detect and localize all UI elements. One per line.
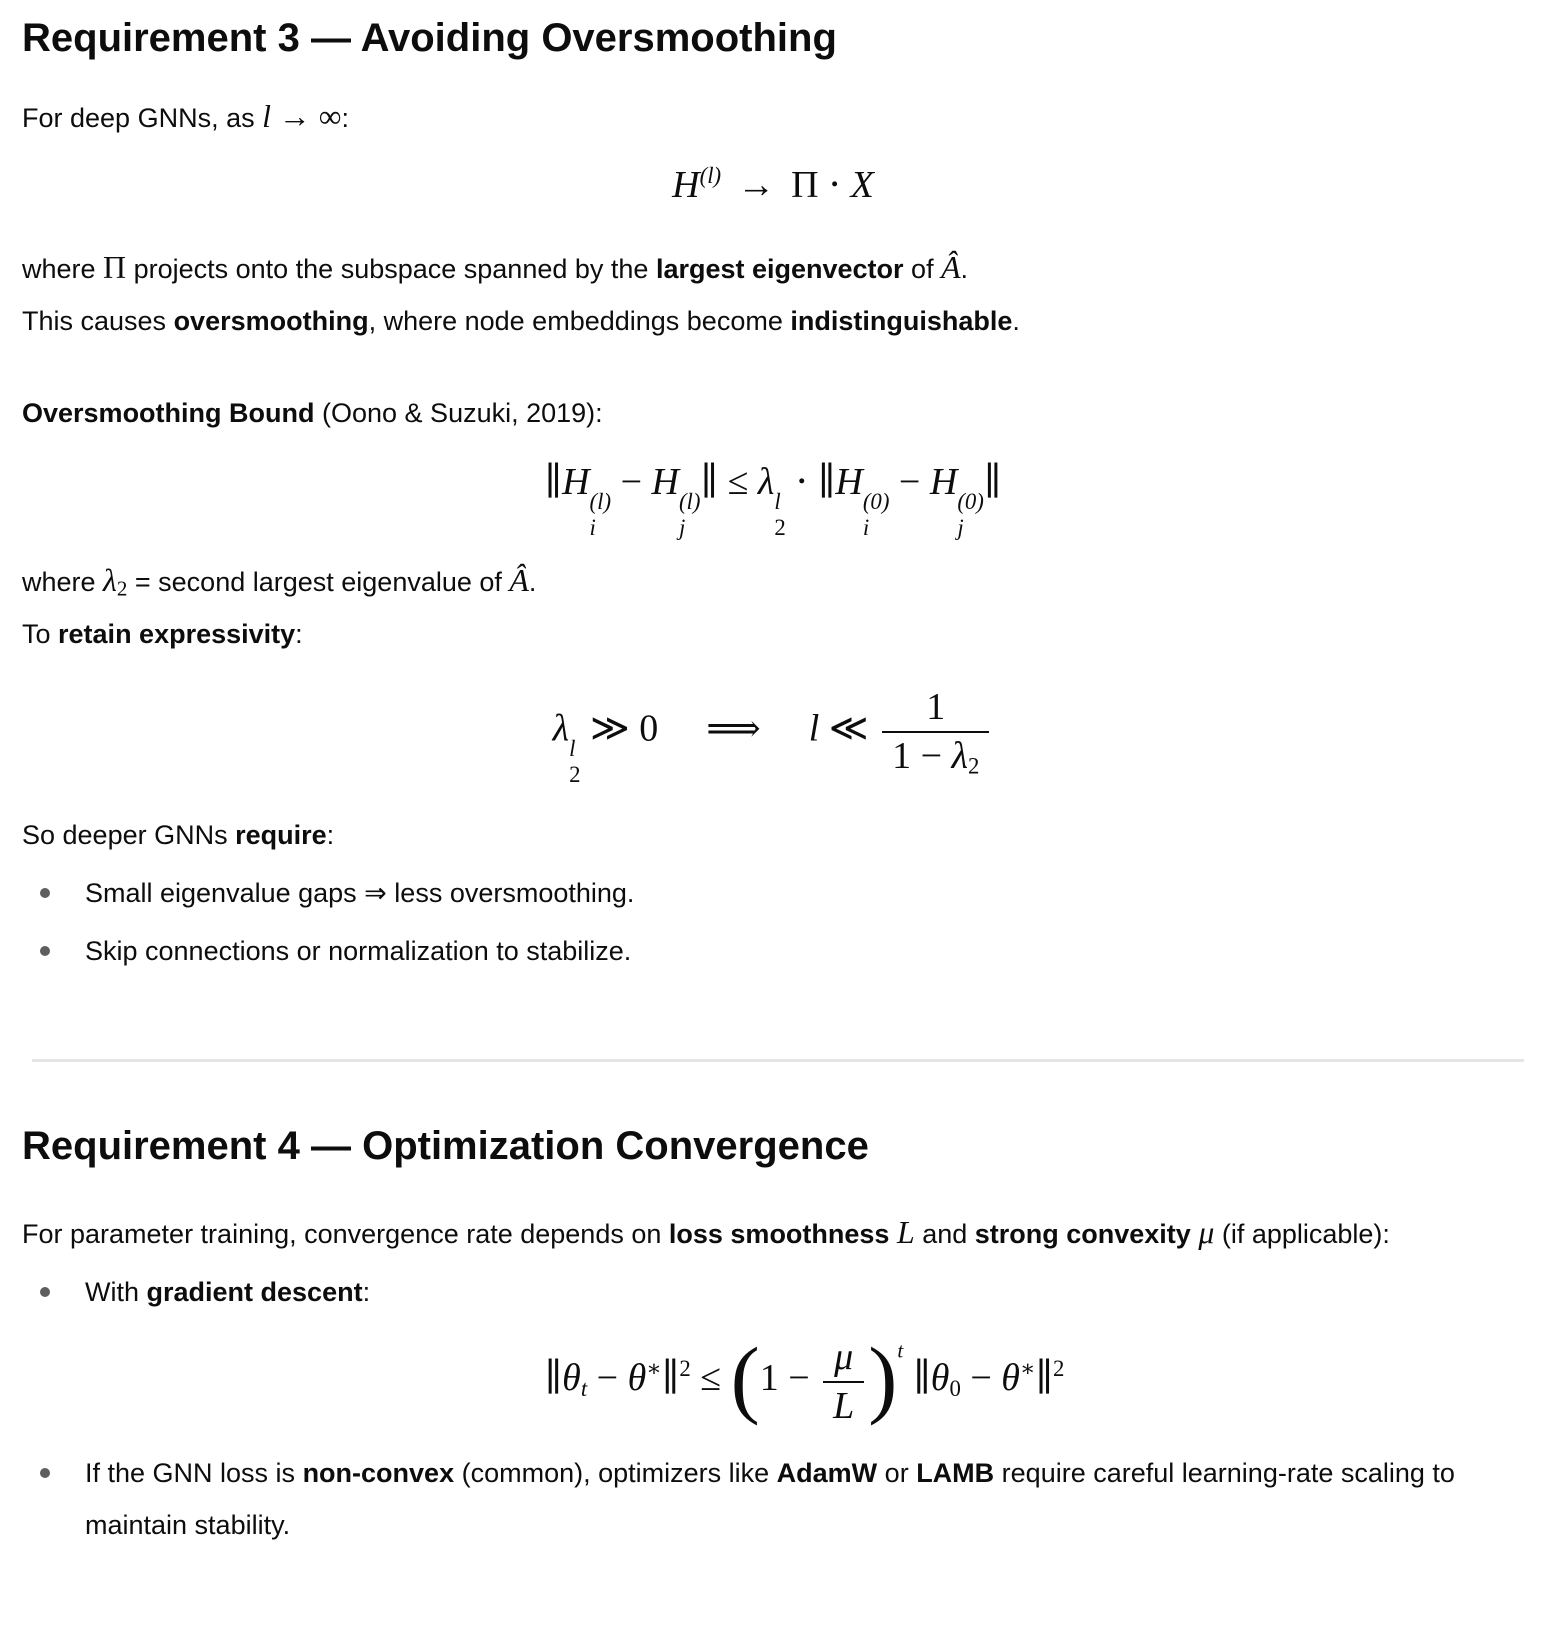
text-segment: . <box>528 567 537 598</box>
text-segment: To <box>22 619 59 650</box>
bold-segment: non-convex <box>302 1457 455 1488</box>
norm-bar: ∥ <box>913 1357 931 1400</box>
bold-segment: largest eigenvector <box>655 254 904 285</box>
bold-segment: strong convexity <box>974 1219 1191 1250</box>
math-A-hat: Â <box>941 250 961 286</box>
left-paren: ( <box>730 1328 760 1426</box>
rightarrow-symbol: → <box>270 99 319 134</box>
text-segment: : <box>362 1277 371 1308</box>
implies-arrow: ⟹ <box>706 708 761 751</box>
math-var-l: l <box>808 708 820 751</box>
fraction-denominator <box>882 731 989 780</box>
list-item <box>22 925 1524 977</box>
bold-segment: indistinguishable <box>790 306 1013 337</box>
bold-segment: Oversmoothing Bound <box>22 398 315 429</box>
text-segment: require careful learning-rate scaling to maintain stability. <box>85 1457 1455 1540</box>
math-var-H: H <box>929 461 958 504</box>
math-A-hat: Â <box>509 563 529 599</box>
formula-gd-convergence <box>85 1328 1524 1429</box>
subscript-2: 2 <box>569 761 581 787</box>
list-item <box>22 867 1524 919</box>
paragraph-bound-label <box>22 387 1524 439</box>
paragraph-require <box>22 809 1524 861</box>
text-segment: Small eigenvalue gaps ⇒ less oversmoothing. <box>85 878 635 909</box>
bold-segment: loss smoothness <box>668 1219 890 1250</box>
math-theta: θ <box>1001 1357 1020 1400</box>
text-segment: For deep GNNs, as <box>22 103 263 133</box>
norm-bar: ∥ <box>983 461 1002 504</box>
paragraph-gradient-descent <box>85 1266 1524 1318</box>
formula-expressivity-condition <box>22 684 1524 787</box>
bold-segment: AdamW <box>776 1457 878 1488</box>
bold-segment: LAMB <box>916 1457 995 1488</box>
leq-symbol: ≤ <box>718 461 758 504</box>
fraction-numerator: μ <box>834 1336 854 1379</box>
text-segment: : <box>295 619 303 650</box>
text-segment: where <box>22 254 104 285</box>
superscript-l: l <box>569 736 576 762</box>
text-segment: (common), optimizers like <box>454 1457 777 1488</box>
text-segment: and <box>914 1219 975 1250</box>
formula-oversmoothing-bound <box>22 457 1524 540</box>
math-lambda: λ <box>951 734 968 777</box>
norm-bar: ∥ <box>544 461 563 504</box>
math-theta: θ <box>627 1357 647 1400</box>
list-item <box>22 1266 1524 1429</box>
text-segment: where <box>22 567 104 598</box>
rightarrow-symbol: → <box>737 164 776 206</box>
norm-bar: ∥ <box>544 1357 563 1400</box>
bold-segment: oversmoothing <box>173 306 369 337</box>
text-segment: or <box>877 1457 917 1488</box>
text-segment: : <box>326 820 335 851</box>
paragraph-where-pi <box>22 243 1524 295</box>
text-segment: With <box>85 1277 147 1308</box>
superscript-l: l <box>774 489 781 515</box>
subscript-2: 2 <box>967 753 980 779</box>
subsup-stack <box>569 736 580 787</box>
text-segment: of <box>903 254 942 285</box>
math-theta: θ <box>562 1357 581 1400</box>
norm-bar: ∥ <box>700 461 719 504</box>
section-requirement-4 <box>22 1122 1524 1551</box>
superscript-layer: (l) <box>699 162 722 188</box>
superscript-0: (0) <box>862 489 890 515</box>
text-segment: (if applicable): <box>1214 1219 1390 1250</box>
math-var-L: L <box>896 1215 915 1251</box>
subsup-stack <box>590 489 612 540</box>
subsup-stack <box>679 489 701 540</box>
math-var-mu: μ <box>1198 1215 1215 1251</box>
text-segment: (Oono & Suzuki, 2019): <box>314 398 603 429</box>
superscript-star: ∗ <box>646 1356 662 1382</box>
cdot-symbol: ⋅ <box>785 461 818 504</box>
text-segment: This causes <box>22 306 174 337</box>
fraction <box>882 684 989 780</box>
fraction-denominator: L <box>823 1381 864 1429</box>
math-pi-projector: Π <box>103 250 127 286</box>
leq-symbol: ≤ <box>690 1357 731 1400</box>
paragraph-intro-r4 <box>22 1208 1524 1260</box>
subsup-stack <box>863 489 890 540</box>
text-segment <box>889 1219 897 1249</box>
infinity-symbol: ∞ <box>318 99 342 134</box>
bold-segment: retain expressivity <box>58 619 296 650</box>
formula-limit-projection <box>22 160 1524 211</box>
math-var-H: H <box>562 461 590 504</box>
heading-requirement-3: Requirement 3 — Avoiding Oversmoothing <box>22 16 837 60</box>
math-lambda: λ <box>757 461 775 504</box>
math-var-X: X <box>850 164 874 206</box>
math-var-H: H <box>835 461 863 504</box>
math-var-H: H <box>651 461 679 504</box>
text-segment: . <box>960 254 969 285</box>
subscript-0: 0 <box>949 1375 961 1401</box>
cdot-symbol: ⋅ <box>818 164 851 206</box>
superscript-2: 2 <box>1053 1356 1065 1382</box>
superscript-t: t <box>897 1338 904 1363</box>
bold-segment: require <box>235 820 327 851</box>
subscript-2: 2 <box>116 577 128 602</box>
math-theta: θ <box>930 1357 950 1400</box>
right-paren: ) <box>868 1328 898 1426</box>
paragraph-where-lambda <box>22 556 1524 608</box>
subscript-t: t <box>580 1375 588 1401</box>
text-segment: = second largest eigenvalue of <box>127 567 510 598</box>
subscript-node-i: i <box>862 514 870 540</box>
paragraph-oversmoothing-cause <box>22 295 1524 347</box>
list-item <box>22 1447 1524 1551</box>
superscript-layer: (l) <box>678 489 701 515</box>
norm-bar: ∥ <box>661 1357 680 1400</box>
section-requirement-3 <box>22 14 1524 977</box>
text-segment: : <box>341 103 349 133</box>
minus-symbol: − <box>611 461 652 504</box>
math-lambda: λ <box>552 708 570 751</box>
superscript-layer: (l) <box>589 489 612 515</box>
paragraph-retain-expressivity <box>22 608 1524 660</box>
requirements-list <box>22 867 1524 977</box>
subscript-node-i: i <box>589 514 596 540</box>
norm-bar: ∥ <box>1035 1357 1054 1400</box>
text-segment: projects onto the subspace spanned by the <box>126 254 656 285</box>
text-segment: 1 − <box>892 734 952 777</box>
much-greater-symbol: ≫ <box>580 708 640 751</box>
math-pi-projector: Π <box>791 164 819 206</box>
minus-symbol: − <box>587 1357 628 1400</box>
math-lambda: λ <box>103 563 117 599</box>
fraction <box>823 1334 864 1429</box>
norm-bar: ∥ <box>817 461 836 504</box>
fraction-numerator: 1 <box>926 686 946 729</box>
subscript-node-j: j <box>678 514 686 540</box>
superscript-star: ∗ <box>1019 1356 1036 1382</box>
heading-requirement-4: Requirement 4 — Optimization Convergence <box>22 1124 869 1169</box>
subscript-node-j: j <box>957 514 964 540</box>
minus-symbol: − <box>960 1357 1002 1400</box>
subsup-stack <box>774 489 785 540</box>
convergence-list <box>22 1266 1524 1551</box>
text-segment: , where node embeddings become <box>368 306 791 337</box>
text-segment: For parameter training, convergence rate depends on <box>22 1219 669 1250</box>
text-segment: . <box>1012 306 1020 337</box>
math-zero: 0 <box>639 708 659 751</box>
much-less-symbol: ≪ <box>819 708 879 751</box>
text-segment: If the GNN loss is <box>85 1457 303 1488</box>
text-segment: Skip connections or normalization to stabilize. <box>85 936 632 967</box>
bold-segment: gradient descent <box>146 1277 363 1308</box>
section-divider <box>32 1059 1524 1062</box>
superscript-2: 2 <box>679 1356 691 1382</box>
subscript-2: 2 <box>774 514 786 540</box>
minus-symbol: − <box>889 461 930 504</box>
superscript-0: (0) <box>957 489 984 515</box>
math-one: 1 <box>759 1357 779 1400</box>
math-var-l: l <box>262 99 271 134</box>
text-segment: So deeper GNNs <box>22 820 236 851</box>
subsup-stack <box>957 489 984 540</box>
paragraph-intro-r3 <box>22 92 1524 144</box>
minus-symbol: − <box>778 1357 820 1400</box>
math-var-H: H <box>672 164 700 206</box>
